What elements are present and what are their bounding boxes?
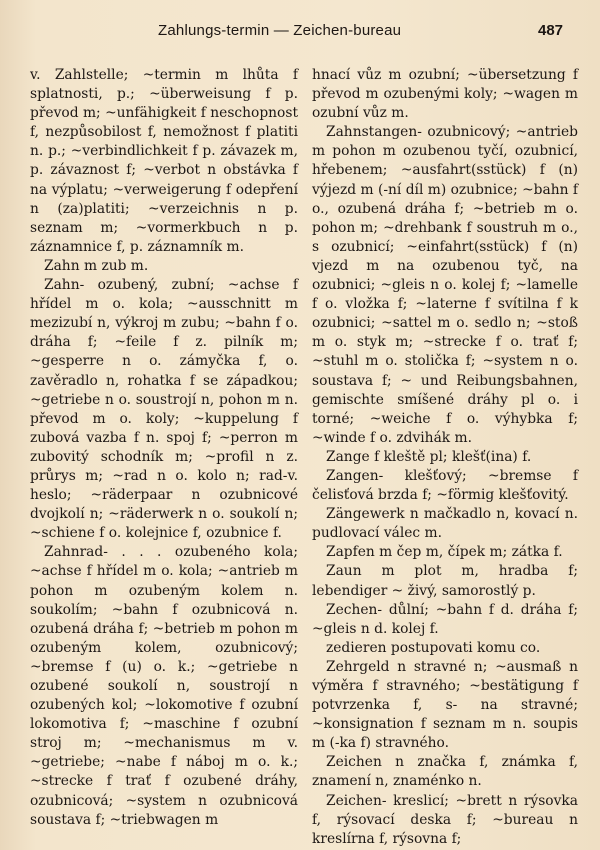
dictionary-entry: Zehrgeld n stravné n; ~ausmaß n výměra f stravného; ~bestätigung f potvrzenka f, s- na stravné; ~konsignation f seznam m n. soupis m (-ka f) stravného.: [312, 658, 578, 752]
dictionary-entry: Zaun m plot m, hradba f; lebendiger ~ živý, samorostlý p.: [312, 563, 578, 599]
dictionary-entry: Zahnrad- . . . ozubeného kola; ~achse f hřídel m o. kola; ~antrieb m pohon m ozubeným kolem n. soukolím; ~bahn f ozubnicová n. ozubená dráha f; ~betrieb m pohon m ozubeným kolem, ozubnicový; ~bremse f (u) o. k.; ~getriebe n ozubené soukolí n, soustrojí n ozubených kol; ~lokomotive f ozubní lokomotiva f; ~maschine f ozubní stroj m; ~mechanismus m v. ~getriebe; ~nabe f náboj m o. k.; ~strecke f trať f ozubené dráhy, ozubnicová; ~system n ozubnicová soustava f; ~triebwagen m: [30, 544, 298, 828]
dictionary-entry: v. Zahlstelle; ~termin m lhůta f splatnosti, p.; ~überweisung f p. převod m; ~unfähigkeit f neschopnost f, nezpůsobilost f, nemožnost f platiti n. p.; ~verbindlichkeit f p. závazek m, p. závaznost f; ~verbot n obstávka f na výplatu; ~verweigerung f odepření n (za)platiti; ~verzeichnis n p. seznam m; ~vormerkbuch n p. záznamnice f, p. záznamník m.: [30, 67, 298, 255]
right-column: [312, 66, 578, 849]
dictionary-entry: Zechen- důlní; ~bahn f d. dráha f; ~gleis n d. kolej f.: [312, 601, 578, 637]
dictionary-entry: Zängewerk n mačkadlo n, kovací n. pudlovací válec m.: [312, 506, 578, 542]
running-head: [0, 22, 600, 46]
left-column: [30, 66, 298, 830]
dictionary-entry: zedieren postupovati komu co.: [326, 639, 541, 656]
dictionary-entry: Zahn m zub m.: [44, 257, 149, 274]
dictionary-entry: Zange f kleště pl; klešť(ina) f.: [326, 448, 532, 465]
page-number: 487: [538, 22, 564, 39]
dictionary-entry: hnací vůz m ozubní; ~übersetzung f převod m ozubenými koly; ~wagen m ozubní vůz m.: [312, 67, 578, 122]
running-head-title: Zahlungs-termin — Zeichen-bureau: [158, 22, 402, 39]
dictionary-entry: Zeichen n značka f, známka f, znamení n, znaménko n.: [312, 754, 578, 790]
dictionary-entry: Zapfen m čep m, čípek m; zátka f.: [326, 544, 563, 561]
dictionary-entry: Zeichen- kreslicí; ~brett n rýsovka f, rýsovací deska f; ~bureau n kreslírna f, rýsovna f;: [312, 792, 578, 847]
dictionary-entry: Zahn- ozubený, zubní; ~achse f hřídel m o. kola; ~ausschnitt m mezizubí n, výkroj m zubu; ~bahn f o. dráha f; ~feile f z. pilník m; ~gesperre n o. zámyčka f, o. zavěradlo n, rohatka f se západkou; ~getriebe n o. soustrojí n, pohon m n. převod m o. koly; ~kuppelung f zubová vazba f n. spoj f; ~perron m zubovitý schodník m; ~profil n z. průrys m; ~rad n o. kolo n; rad-v. heslo; ~räderpaar n ozubnicové dvojkolí n; ~räderwerk n o. soukolí n; ~schiene f o. kolejnice f, ozubnice f.: [30, 277, 298, 542]
dictionary-entry: Zangen- klešťový; ~bremse f čelisťová brzda f; ~förmig klešťovitý.: [312, 467, 578, 504]
dictionary-entry: Zahnstangen- ozubnicový; ~antrieb m pohon m ozubenou tyčí, ozubnicí, hřebenem; ~ausfahrt(sstück) f (n) výjezd m (-ní díl m) ozubnice; ~bahn f o., ozubená dráha f; ~betrieb m o. pohon m; ~drehbank f soustruh m o., s ozubnicí; ~einfahrt(sstück) f (n) vjezd m na ozubenou tyč, na ozubnici; ~gleis n o. kolej f; ~lamelle f o. vložka f; ~laterne f svítilna f k ozubnici; ~sattel m o. sedlo n; ~stoß m o. styk m; ~strecke f o. trať f; ~stuhl m o. stolička f; ~system n o. soustava f; ~ und Reibungsbahnen, gemischte smíšené dráhy pl o. i torné; ~weiche f o. výhybka f; ~winde f o. zdvihák m.: [312, 124, 579, 446]
